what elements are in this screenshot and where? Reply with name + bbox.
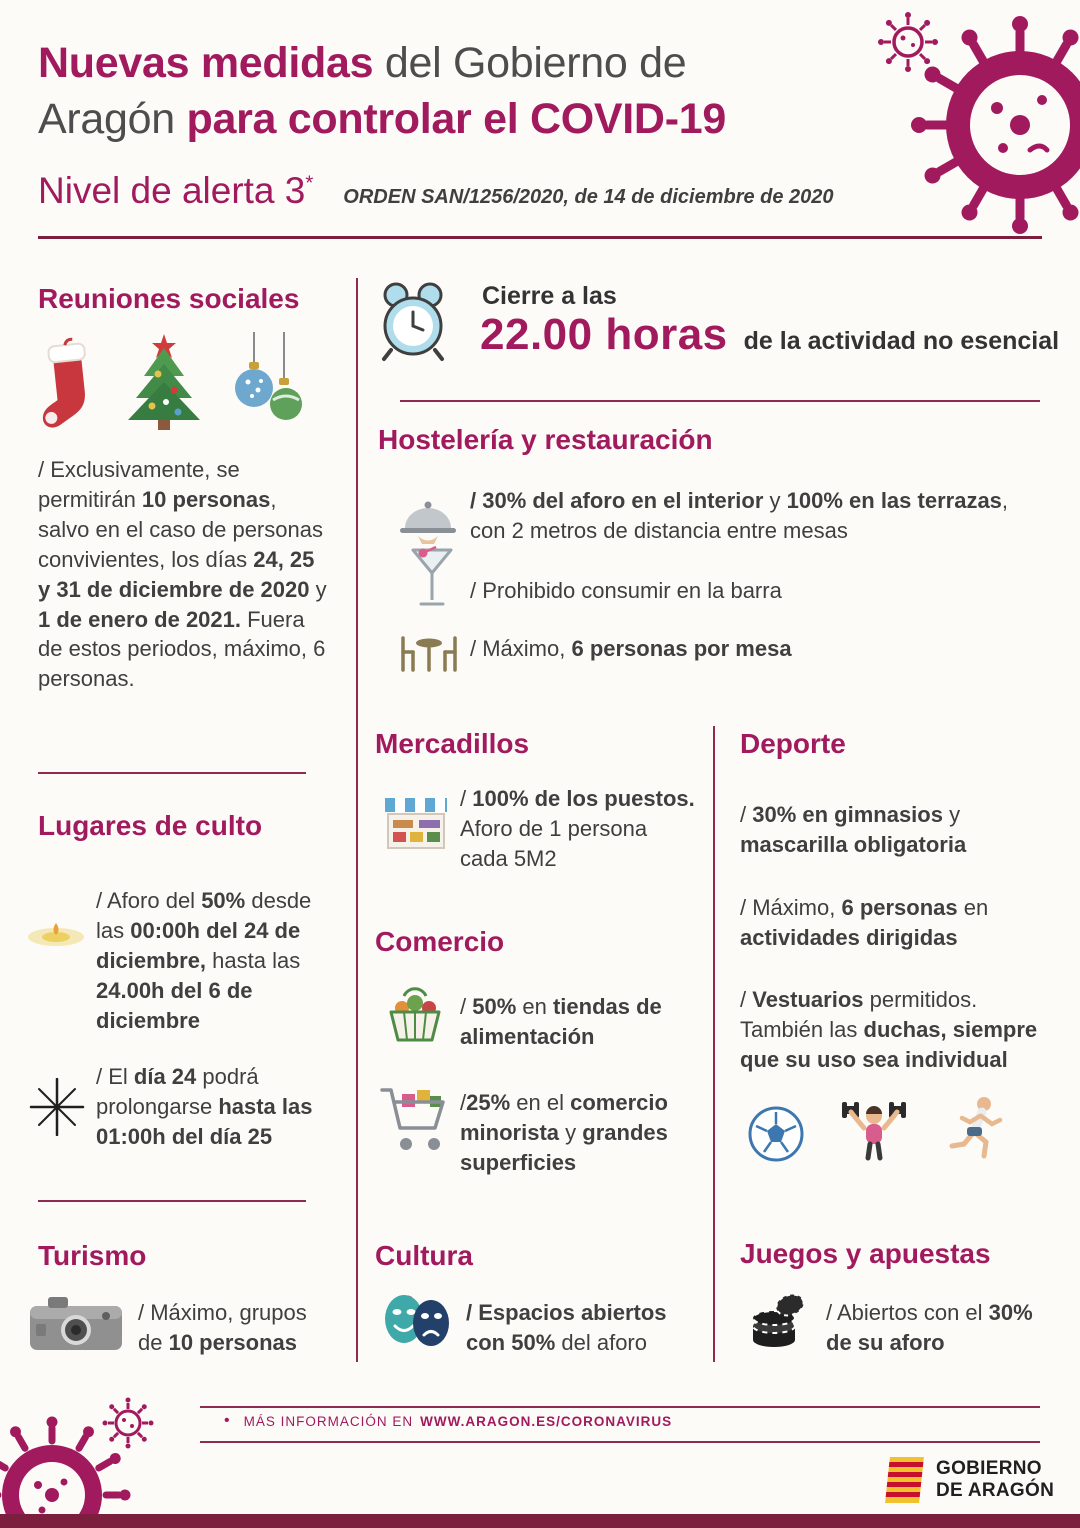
bottom-bar bbox=[0, 1514, 1080, 1528]
gobierno-aragon-logo bbox=[884, 1456, 1054, 1504]
juegos-heading: Juegos y apuestas bbox=[740, 1238, 991, 1269]
left-column-divider-2 bbox=[38, 1200, 306, 1202]
virus-icon-bottom bbox=[0, 1390, 200, 1528]
weightlifter-icon bbox=[840, 1094, 908, 1162]
left-column-divider-1 bbox=[38, 772, 306, 774]
footer-info-label: MÁS INFORMACIÓN EN bbox=[243, 1413, 414, 1429]
runner-icon bbox=[944, 1094, 1004, 1162]
logo-line2: DE ARAGÓN bbox=[936, 1480, 1055, 1501]
cultura-item: / Espacios abiertos con 50% del aforo bbox=[466, 1300, 667, 1355]
column-divider-left bbox=[356, 278, 358, 1362]
alert-asterisk: * bbox=[305, 172, 314, 195]
cultura-heading: Cultura bbox=[375, 1240, 473, 1271]
logo-text bbox=[936, 1458, 1054, 1502]
closure-divider bbox=[400, 400, 1040, 402]
order-reference: ORDEN SAN/1256/2020, de 14 de diciembre de 2020 bbox=[343, 186, 834, 208]
candle-icon bbox=[26, 905, 88, 965]
aragon-flag-icon bbox=[884, 1456, 926, 1504]
turismo-item: / Máximo, grupos de 10 personas bbox=[138, 1300, 307, 1355]
hosteleria-item-1: / 30% del aforo en el interior y 100% en las terrazas, con 2 metros de distancia entre mesas bbox=[470, 488, 1009, 543]
christmas-stocking-icon bbox=[36, 337, 100, 432]
sports-icons-row bbox=[748, 1094, 1004, 1162]
comercio-heading: Comercio bbox=[375, 926, 505, 957]
closure-suffix: de la actividad no esencial bbox=[743, 327, 1060, 355]
alarm-clock-icon bbox=[376, 280, 450, 364]
hosteleria-item-2: / Prohibido consumir en la barra bbox=[470, 578, 782, 603]
closure-time-line bbox=[480, 310, 1059, 360]
deporte-item-2: / Máximo, 6 personas en actividades dirigidas bbox=[740, 895, 989, 950]
christmas-icons-row bbox=[36, 332, 306, 432]
mercadillos-item: / 100% de los puestos. Aforo de 1 persona cada 5M2 bbox=[460, 786, 695, 871]
hosteleria-heading: Hostelería y restauración bbox=[378, 424, 713, 455]
camera-icon bbox=[28, 1290, 124, 1354]
lugares-culto-heading: Lugares de culto bbox=[38, 810, 263, 841]
deporte-heading: Deporte bbox=[740, 728, 846, 759]
comercio-item-1: / 50% en tiendas de alimentación bbox=[460, 994, 662, 1049]
alert-level-row bbox=[38, 170, 834, 212]
closure-prefix: Cierre a las bbox=[482, 282, 617, 310]
reuniones-sociales-heading: Reuniones sociales bbox=[38, 283, 300, 314]
table-chairs-icon bbox=[396, 628, 462, 676]
deporte-item-3: / Vestuarios permitidos. También las duchas, siempre que su uso sea individual bbox=[740, 987, 1038, 1072]
lugares-culto-item-1: / Aforo del 50% desde las 00:00h del 24 de diciembre, hasta las 24.00h del 6 de diciembre bbox=[96, 888, 312, 1033]
column-divider-right bbox=[713, 726, 715, 1362]
virus-icon bbox=[870, 0, 1080, 250]
hosteleria-item-3: / Máximo, 6 personas por mesa bbox=[470, 636, 792, 661]
ornaments-icon bbox=[228, 332, 306, 432]
reuniones-sociales-text: / Exclusivamente, se permitirán 10 personas, salvo en el caso de personas convivientes, los días 24, 25 y 31 de diciembre de 2020 y 1 de enero de 2021. Fuera de estos periodos, máximo, 6 personas. bbox=[38, 457, 327, 692]
closure-time: 22.00 horas bbox=[480, 310, 728, 359]
footer-rule-bottom bbox=[200, 1441, 1040, 1443]
cocktail-icon bbox=[410, 546, 454, 610]
turismo-heading: Turismo bbox=[38, 1240, 147, 1271]
footer-bullet: • bbox=[224, 1412, 230, 1429]
logo-line1: GOBIERNO bbox=[936, 1458, 1042, 1480]
market-stall-icon bbox=[383, 792, 449, 858]
deporte-item-1: / 30% en gimnasios y mascarilla obligatoria bbox=[740, 802, 967, 857]
lugares-culto-item-2: / El día 24 podrá prolongarse hasta las 01:00h del día 25 bbox=[96, 1064, 313, 1149]
soccer-ball-icon bbox=[748, 1106, 804, 1162]
sparkle-star-icon bbox=[28, 1078, 86, 1136]
page-title bbox=[38, 36, 878, 148]
juegos-item: / Abiertos con el 30% de su aforo bbox=[826, 1300, 1033, 1355]
page-title-line2: Aragón para controlar el COVID-19 bbox=[38, 94, 726, 143]
coronavirus-url[interactable]: WWW.ARAGON.ES/CORONAVIRUS bbox=[420, 1413, 673, 1429]
footer-info bbox=[224, 1412, 672, 1430]
page-title-line1: Nuevas medidas del Gobierno de bbox=[38, 39, 687, 87]
footer-rule-top bbox=[200, 1406, 1040, 1408]
alert-level-text: Nivel de alerta 3* bbox=[38, 170, 314, 211]
comercio-item-2: /25% en el comercio minorista y grandes superficies bbox=[460, 1090, 668, 1175]
mercadillos-heading: Mercadillos bbox=[375, 728, 530, 759]
poker-chips-icon bbox=[748, 1292, 808, 1350]
serving-dish-icon bbox=[398, 492, 458, 546]
grocery-basket-icon bbox=[384, 986, 446, 1048]
theater-masks-icon bbox=[380, 1292, 454, 1350]
shopping-cart-icon bbox=[378, 1082, 448, 1156]
christmas-tree-icon bbox=[120, 332, 208, 432]
